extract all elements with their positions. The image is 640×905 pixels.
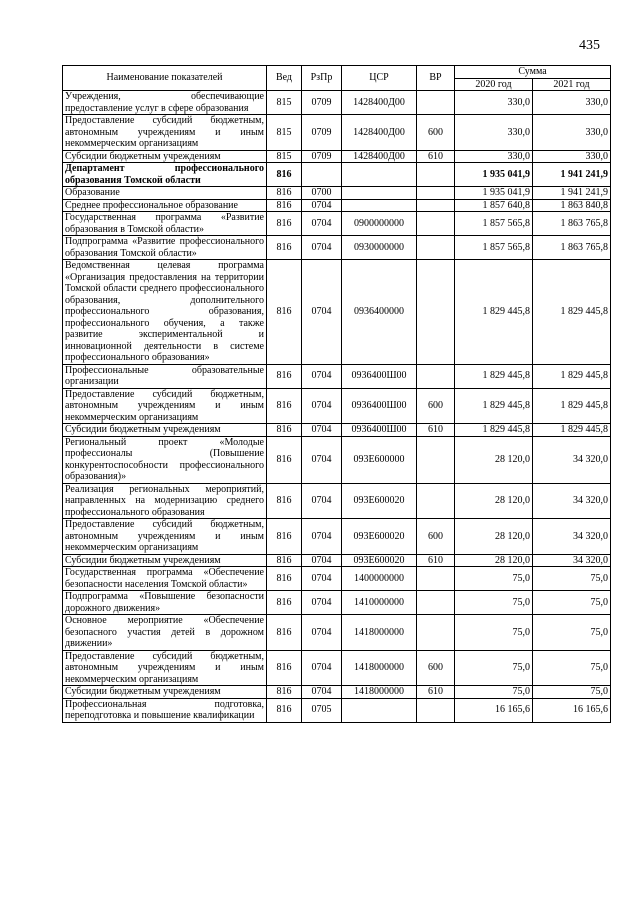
row-sum-2021-cell: 330,0 <box>533 91 611 115</box>
table-row <box>63 212 611 236</box>
row-ved-cell: 816 <box>267 388 302 424</box>
row-sum-2020-cell: 330,0 <box>455 150 533 163</box>
row-vr-cell <box>417 364 455 388</box>
row-sum-2020-cell: 75,0 <box>455 567 533 591</box>
row-vr-cell <box>417 163 455 187</box>
row-sum-2021-cell: 75,0 <box>533 567 611 591</box>
row-csr-cell: 0930000000 <box>342 236 417 260</box>
row-rzpr-cell: 0704 <box>302 519 342 555</box>
row-sum-2021-cell: 16 165,6 <box>533 698 611 722</box>
header-csr: ЦСР <box>342 66 417 91</box>
row-csr-cell <box>342 187 417 200</box>
row-vr-cell <box>417 91 455 115</box>
row-rzpr-cell: 0704 <box>302 591 342 615</box>
row-name-cell: Региональный проект «Молодые профессионалы (Повышение конкурентоспособности профессионального образования)» <box>63 436 267 483</box>
row-ved-cell: 816 <box>267 650 302 686</box>
row-sum-2020-cell: 1 857 565,8 <box>455 212 533 236</box>
table-row <box>63 567 611 591</box>
row-rzpr-cell: 0709 <box>302 91 342 115</box>
row-rzpr-cell: 0709 <box>302 115 342 151</box>
row-vr-cell: 600 <box>417 115 455 151</box>
row-sum-2021-cell: 1 863 765,8 <box>533 236 611 260</box>
table-row <box>63 91 611 115</box>
table-row <box>63 199 611 212</box>
row-vr-cell: 600 <box>417 519 455 555</box>
row-csr-cell: 1418000000 <box>342 686 417 699</box>
row-rzpr-cell: 0704 <box>302 567 342 591</box>
row-sum-2020-cell: 75,0 <box>455 591 533 615</box>
row-rzpr-cell: 0704 <box>302 483 342 519</box>
row-ved-cell: 816 <box>267 698 302 722</box>
row-ved-cell: 816 <box>267 554 302 567</box>
row-vr-cell <box>417 236 455 260</box>
row-ved-cell: 816 <box>267 260 302 365</box>
row-name-cell: Основное мероприятие «Обеспечение безопасного участия детей в дорожном движении» <box>63 615 267 651</box>
table-row <box>63 686 611 699</box>
row-sum-2020-cell: 1 857 565,8 <box>455 236 533 260</box>
row-ved-cell: 816 <box>267 591 302 615</box>
row-name-cell: Субсидии бюджетным учреждениям <box>63 686 267 699</box>
row-sum-2020-cell: 330,0 <box>455 91 533 115</box>
row-rzpr-cell: 0704 <box>302 615 342 651</box>
row-ved-cell: 816 <box>267 424 302 437</box>
row-csr-cell: 0936400Ш00 <box>342 424 417 437</box>
row-vr-cell <box>417 567 455 591</box>
row-sum-2021-cell: 75,0 <box>533 591 611 615</box>
row-sum-2020-cell: 28 120,0 <box>455 436 533 483</box>
row-sum-2021-cell: 330,0 <box>533 150 611 163</box>
row-ved-cell: 815 <box>267 150 302 163</box>
row-vr-cell: 610 <box>417 686 455 699</box>
table-row <box>63 187 611 200</box>
row-name-cell: Предоставление субсидий бюджетным, автономным учреждениям и иным некоммерческим организациям <box>63 115 267 151</box>
table-row <box>63 436 611 483</box>
table-row <box>63 615 611 651</box>
table-row <box>63 554 611 567</box>
row-name-cell: Предоставление субсидий бюджетным, автономным учреждениям и иным некоммерческим организациям <box>63 388 267 424</box>
table-row <box>63 698 611 722</box>
row-sum-2020-cell: 75,0 <box>455 615 533 651</box>
table-row <box>63 236 611 260</box>
row-rzpr-cell: 0704 <box>302 650 342 686</box>
row-rzpr-cell: 0704 <box>302 212 342 236</box>
row-name-cell: Предоставление субсидий бюджетным, автономным учреждениям и иным некоммерческим организациям <box>63 519 267 555</box>
header-year-2021: 2021 год <box>533 78 611 91</box>
row-vr-cell: 600 <box>417 388 455 424</box>
row-vr-cell: 610 <box>417 424 455 437</box>
row-sum-2021-cell: 1 829 445,8 <box>533 424 611 437</box>
row-vr-cell <box>417 187 455 200</box>
row-ved-cell: 816 <box>267 436 302 483</box>
row-csr-cell: 0936400Ш00 <box>342 388 417 424</box>
header-vr: ВР <box>417 66 455 91</box>
row-rzpr-cell: 0704 <box>302 364 342 388</box>
row-rzpr-cell: 0704 <box>302 388 342 424</box>
row-sum-2021-cell: 330,0 <box>533 115 611 151</box>
page-number: 435 <box>579 38 600 53</box>
row-csr-cell: 1428400Д00 <box>342 150 417 163</box>
row-vr-cell <box>417 199 455 212</box>
row-sum-2020-cell: 1 935 041,9 <box>455 163 533 187</box>
row-sum-2020-cell: 75,0 <box>455 686 533 699</box>
row-ved-cell: 816 <box>267 615 302 651</box>
row-rzpr-cell: 0709 <box>302 150 342 163</box>
row-vr-cell <box>417 436 455 483</box>
row-rzpr-cell: 0704 <box>302 260 342 365</box>
row-name-cell: Субсидии бюджетным учреждениям <box>63 424 267 437</box>
row-name-cell: Подпрограмма «Развитие профессионального образования Томской области» <box>63 236 267 260</box>
row-sum-2021-cell: 1 863 840,8 <box>533 199 611 212</box>
row-name-cell: Департамент профессионального образования Томской области <box>63 163 267 187</box>
row-name-cell: Образование <box>63 187 267 200</box>
row-vr-cell <box>417 212 455 236</box>
row-ved-cell: 816 <box>267 567 302 591</box>
row-vr-cell <box>417 615 455 651</box>
row-csr-cell: 1410000000 <box>342 591 417 615</box>
row-ved-cell: 815 <box>267 115 302 151</box>
row-sum-2021-cell: 1 829 445,8 <box>533 260 611 365</box>
row-sum-2020-cell: 1 829 445,8 <box>455 364 533 388</box>
row-ved-cell: 816 <box>267 483 302 519</box>
row-sum-2020-cell: 28 120,0 <box>455 483 533 519</box>
row-ved-cell: 816 <box>267 199 302 212</box>
row-csr-cell <box>342 698 417 722</box>
row-sum-2021-cell: 1 941 241,9 <box>533 163 611 187</box>
row-rzpr-cell: 0704 <box>302 436 342 483</box>
row-csr-cell: 1400000000 <box>342 567 417 591</box>
table-row <box>63 650 611 686</box>
row-ved-cell: 816 <box>267 187 302 200</box>
row-sum-2021-cell: 1 941 241,9 <box>533 187 611 200</box>
row-sum-2020-cell: 16 165,6 <box>455 698 533 722</box>
row-csr-cell: 1428400Д00 <box>342 115 417 151</box>
row-csr-cell <box>342 163 417 187</box>
row-ved-cell: 816 <box>267 163 302 187</box>
budget-table <box>62 65 611 723</box>
row-sum-2020-cell: 28 120,0 <box>455 519 533 555</box>
row-rzpr-cell: 0704 <box>302 199 342 212</box>
row-sum-2021-cell: 75,0 <box>533 686 611 699</box>
table-row <box>63 483 611 519</box>
row-csr-cell: 0936400000 <box>342 260 417 365</box>
table-row <box>63 519 611 555</box>
row-rzpr-cell <box>302 163 342 187</box>
row-sum-2021-cell: 75,0 <box>533 615 611 651</box>
table-row <box>63 163 611 187</box>
row-sum-2020-cell: 1 829 445,8 <box>455 260 533 365</box>
header-rzpr: РзПр <box>302 66 342 91</box>
row-rzpr-cell: 0700 <box>302 187 342 200</box>
row-sum-2020-cell: 1 857 640,8 <box>455 199 533 212</box>
row-sum-2021-cell: 34 320,0 <box>533 554 611 567</box>
row-ved-cell: 816 <box>267 212 302 236</box>
row-sum-2020-cell: 28 120,0 <box>455 554 533 567</box>
row-csr-cell: 093Е600000 <box>342 436 417 483</box>
row-name-cell: Ведомственная целевая программа «Организация предоставления на территории Томской области среднего профессионального образования, дополнительного профессионального образования, профессионального обучения, а также развитие экспериментальной и инновационной деятельности в системе профессионального образования» <box>63 260 267 365</box>
header-sum: Сумма <box>455 66 611 79</box>
row-vr-cell <box>417 591 455 615</box>
row-sum-2020-cell: 1 935 041,9 <box>455 187 533 200</box>
row-csr-cell: 093Е600020 <box>342 554 417 567</box>
row-sum-2021-cell: 75,0 <box>533 650 611 686</box>
row-vr-cell <box>417 483 455 519</box>
row-csr-cell: 1418000000 <box>342 615 417 651</box>
row-vr-cell: 600 <box>417 650 455 686</box>
row-name-cell: Среднее профессиональное образование <box>63 199 267 212</box>
row-sum-2021-cell: 1 829 445,8 <box>533 388 611 424</box>
header-name: Наименование показателей <box>63 66 267 91</box>
table-row <box>63 591 611 615</box>
row-rzpr-cell: 0704 <box>302 424 342 437</box>
row-csr-cell: 0936400Ш00 <box>342 364 417 388</box>
table-row <box>63 388 611 424</box>
row-name-cell: Предоставление субсидий бюджетным, автономным учреждениям и иным некоммерческим организациям <box>63 650 267 686</box>
row-vr-cell: 610 <box>417 150 455 163</box>
row-sum-2020-cell: 1 829 445,8 <box>455 424 533 437</box>
header-ved: Вед <box>267 66 302 91</box>
row-name-cell: Реализация региональных мероприятий, направленных на модернизацию среднего профессионального образования <box>63 483 267 519</box>
row-sum-2021-cell: 34 320,0 <box>533 519 611 555</box>
row-name-cell: Профессиональные образовательные организации <box>63 364 267 388</box>
row-ved-cell: 815 <box>267 91 302 115</box>
row-csr-cell: 093Е600020 <box>342 483 417 519</box>
row-sum-2021-cell: 1 829 445,8 <box>533 364 611 388</box>
row-name-cell: Подпрограмма «Повышение безопасности дорожного движения» <box>63 591 267 615</box>
row-name-cell: Субсидии бюджетным учреждениям <box>63 554 267 567</box>
table-row <box>63 115 611 151</box>
header-year-2020: 2020 год <box>455 78 533 91</box>
table-body <box>63 91 611 723</box>
row-sum-2021-cell: 1 863 765,8 <box>533 212 611 236</box>
row-ved-cell: 816 <box>267 519 302 555</box>
table-row <box>63 424 611 437</box>
row-csr-cell: 1418000000 <box>342 650 417 686</box>
table-row <box>63 260 611 365</box>
row-ved-cell: 816 <box>267 364 302 388</box>
row-sum-2020-cell: 1 829 445,8 <box>455 388 533 424</box>
row-csr-cell <box>342 199 417 212</box>
row-rzpr-cell: 0704 <box>302 554 342 567</box>
row-rzpr-cell: 0704 <box>302 686 342 699</box>
row-ved-cell: 816 <box>267 686 302 699</box>
row-name-cell: Государственная программа «Развитие образования в Томской области» <box>63 212 267 236</box>
row-csr-cell: 1428400Д00 <box>342 91 417 115</box>
row-sum-2020-cell: 75,0 <box>455 650 533 686</box>
table-row <box>63 150 611 163</box>
row-ved-cell: 816 <box>267 236 302 260</box>
row-name-cell: Субсидии бюджетным учреждениям <box>63 150 267 163</box>
row-sum-2020-cell: 330,0 <box>455 115 533 151</box>
row-sum-2021-cell: 34 320,0 <box>533 436 611 483</box>
row-vr-cell <box>417 698 455 722</box>
row-sum-2021-cell: 34 320,0 <box>533 483 611 519</box>
row-vr-cell <box>417 260 455 365</box>
row-vr-cell: 610 <box>417 554 455 567</box>
row-name-cell: Государственная программа «Обеспечение безопасности населения Томской области» <box>63 567 267 591</box>
row-name-cell: Учреждения, обеспечивающие предоставление услуг в сфере образования <box>63 91 267 115</box>
row-name-cell: Профессиональная подготовка, переподготовка и повышение квалификации <box>63 698 267 722</box>
row-csr-cell: 093Е600020 <box>342 519 417 555</box>
row-csr-cell: 0900000000 <box>342 212 417 236</box>
table-row <box>63 364 611 388</box>
row-rzpr-cell: 0704 <box>302 236 342 260</box>
row-rzpr-cell: 0705 <box>302 698 342 722</box>
